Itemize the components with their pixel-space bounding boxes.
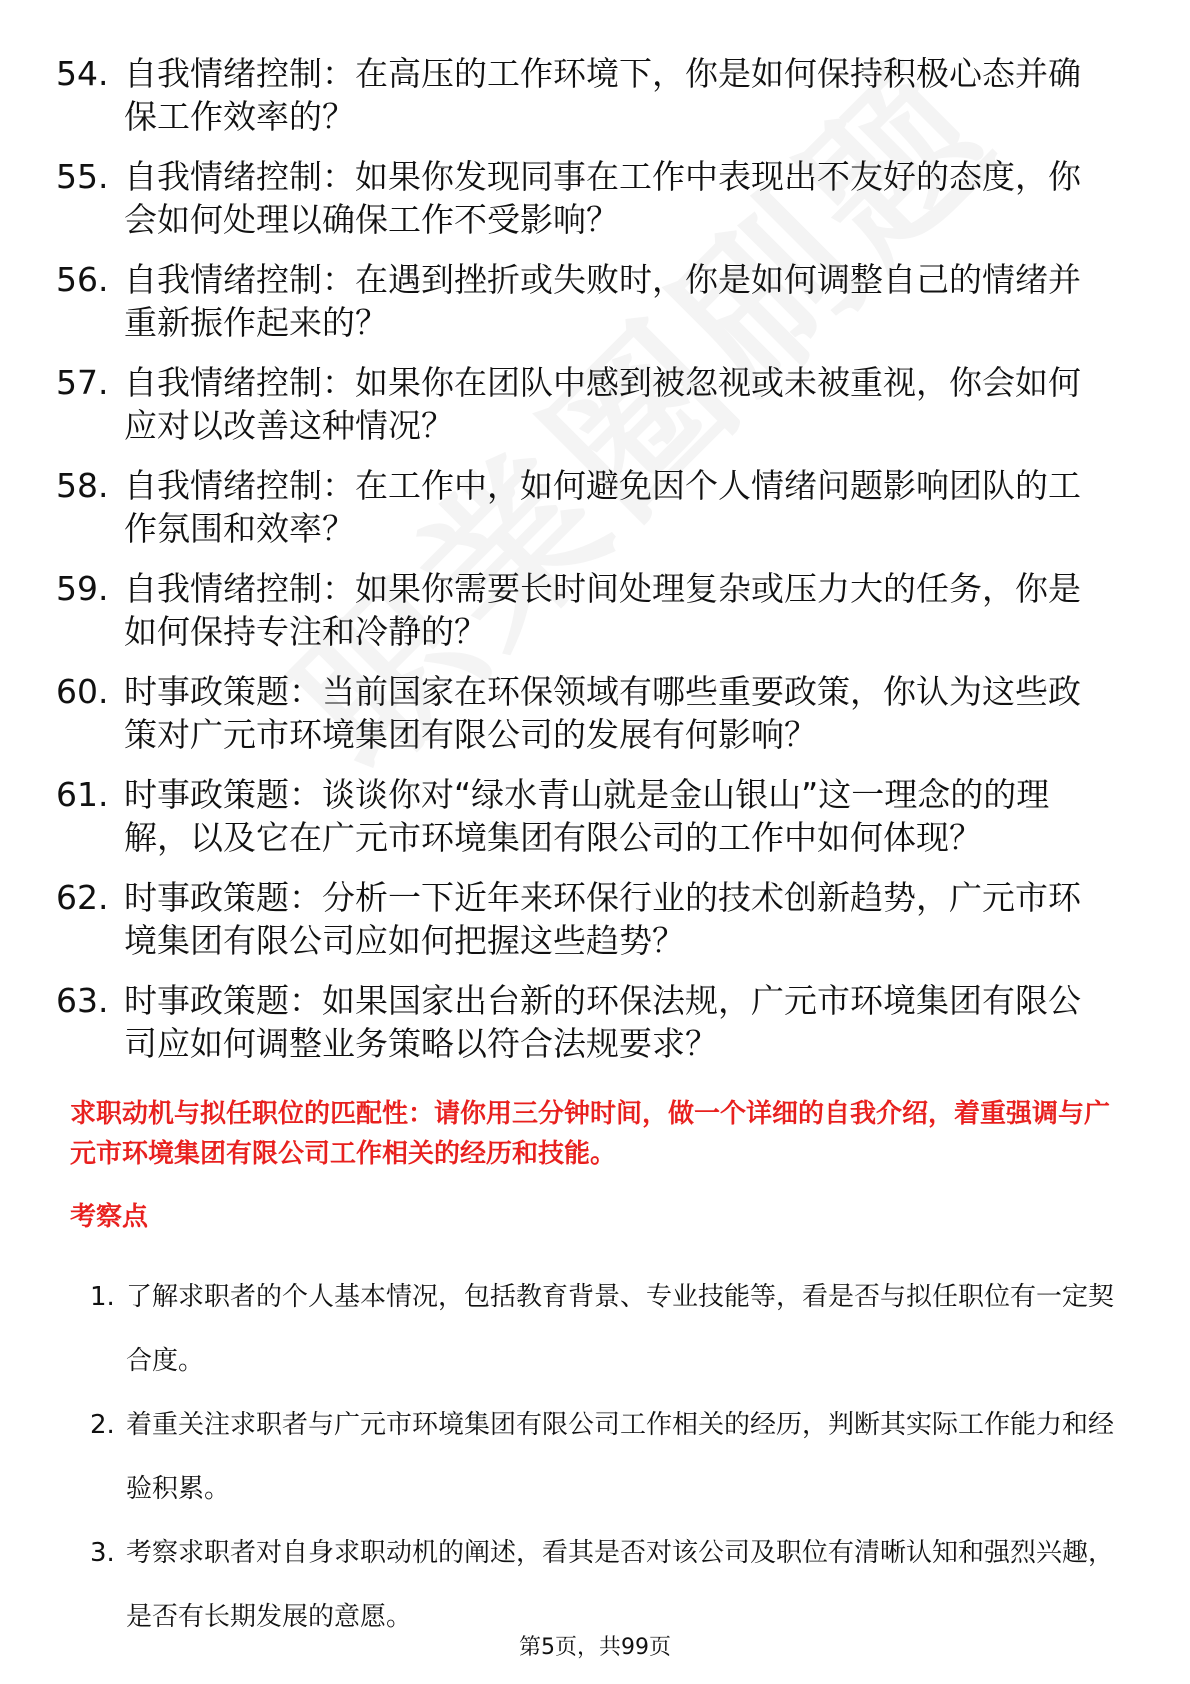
question-text: 自我情绪控制：在工作中，如何避免因个人情绪问题影响团队的工作氛围和效率？ [124, 466, 1081, 548]
question-item [0, 464, 1190, 567]
question-number: 57. [56, 363, 109, 402]
point-number: 2. [90, 1410, 115, 1440]
page-footer: 第5页，共99页 [519, 1635, 671, 1660]
question-number: 63. [56, 981, 109, 1020]
assessment-point [0, 1265, 1190, 1393]
question-item [0, 670, 1190, 773]
question-number: 60. [56, 672, 109, 711]
point-number: 3. [90, 1538, 115, 1568]
assessment-point [0, 1393, 1190, 1521]
question-item [0, 979, 1190, 1082]
section-title: 考察点 [70, 1202, 149, 1232]
point-text: 考察求职者对自身求职动机的阐述，看其是否对该公司及职位有清晰认知和强烈兴趣，是否有长期发展的意愿。 [126, 1538, 1115, 1632]
question-list [0, 52, 1190, 1082]
question-item [0, 155, 1190, 258]
question-number: 54. [56, 54, 109, 93]
question-item [0, 361, 1190, 464]
question-text: 自我情绪控制：如果你发现同事在工作中表现出不友好的态度，你会如何处理以确保工作不受影响？ [124, 157, 1081, 239]
question-text: 自我情绪控制：在遇到挫折或失败时，你是如何调整自己的情绪并重新振作起来的？ [124, 260, 1081, 342]
question-text: 时事政策题：如果国家出台新的环保法规，广元市环境集团有限公司应如何调整业务策略以符合法规要求？ [124, 981, 1081, 1063]
point-text: 了解求职者的个人基本情况，包括教育背景、专业技能等，看是否与拟任职位有一定契合度。 [126, 1282, 1115, 1376]
point-number: 1. [90, 1282, 115, 1312]
assessment-point-list [0, 1265, 1190, 1649]
question-text: 自我情绪控制：如果你需要长时间处理复杂或压力大的任务，你是如何保持专注和冷静的？ [124, 569, 1081, 651]
question-text: 时事政策题：谈谈你对“绿水青山就是金山银山”这一理念的的理解，以及它在广元市环境集团有限公司的工作中如何体现？ [124, 775, 1050, 857]
question-item [0, 52, 1190, 155]
question-text: 时事政策题：分析一下近年来环保行业的技术创新趋势，广元市环境集团有限公司应如何把握这些趋势？ [124, 878, 1081, 960]
question-number: 62. [56, 878, 109, 917]
question-item [0, 773, 1190, 876]
question-item [0, 876, 1190, 979]
question-number: 59. [56, 569, 109, 608]
question-number: 58. [56, 466, 109, 505]
question-number: 61. [56, 775, 109, 814]
question-item [0, 567, 1190, 670]
question-text: 自我情绪控制：如果你在团队中感到被忽视或未被重视，你会如何应对以改善这种情况？ [124, 363, 1081, 445]
question-text: 时事政策题：当前国家在环保领域有哪些重要政策，你认为这些政策对广元市环境集团有限公司的发展有何影响？ [124, 672, 1081, 754]
question-number: 55. [56, 157, 109, 196]
highlighted-question: 求职动机与拟任职位的匹配性：请你用三分钟时间，做一个详细的自我介绍，着重强调与广元市环境集团有限公司工作相关的经历和技能。 [70, 1099, 1111, 1169]
question-text: 自我情绪控制：在高压的工作环境下，你是如何保持积极心态并确保工作效率的？ [124, 54, 1081, 136]
question-number: 56. [56, 260, 109, 299]
question-item [0, 258, 1190, 361]
point-text: 着重关注求职者与广元市环境集团有限公司工作相关的经历，判断其实际工作能力和经验积累。 [126, 1410, 1115, 1504]
